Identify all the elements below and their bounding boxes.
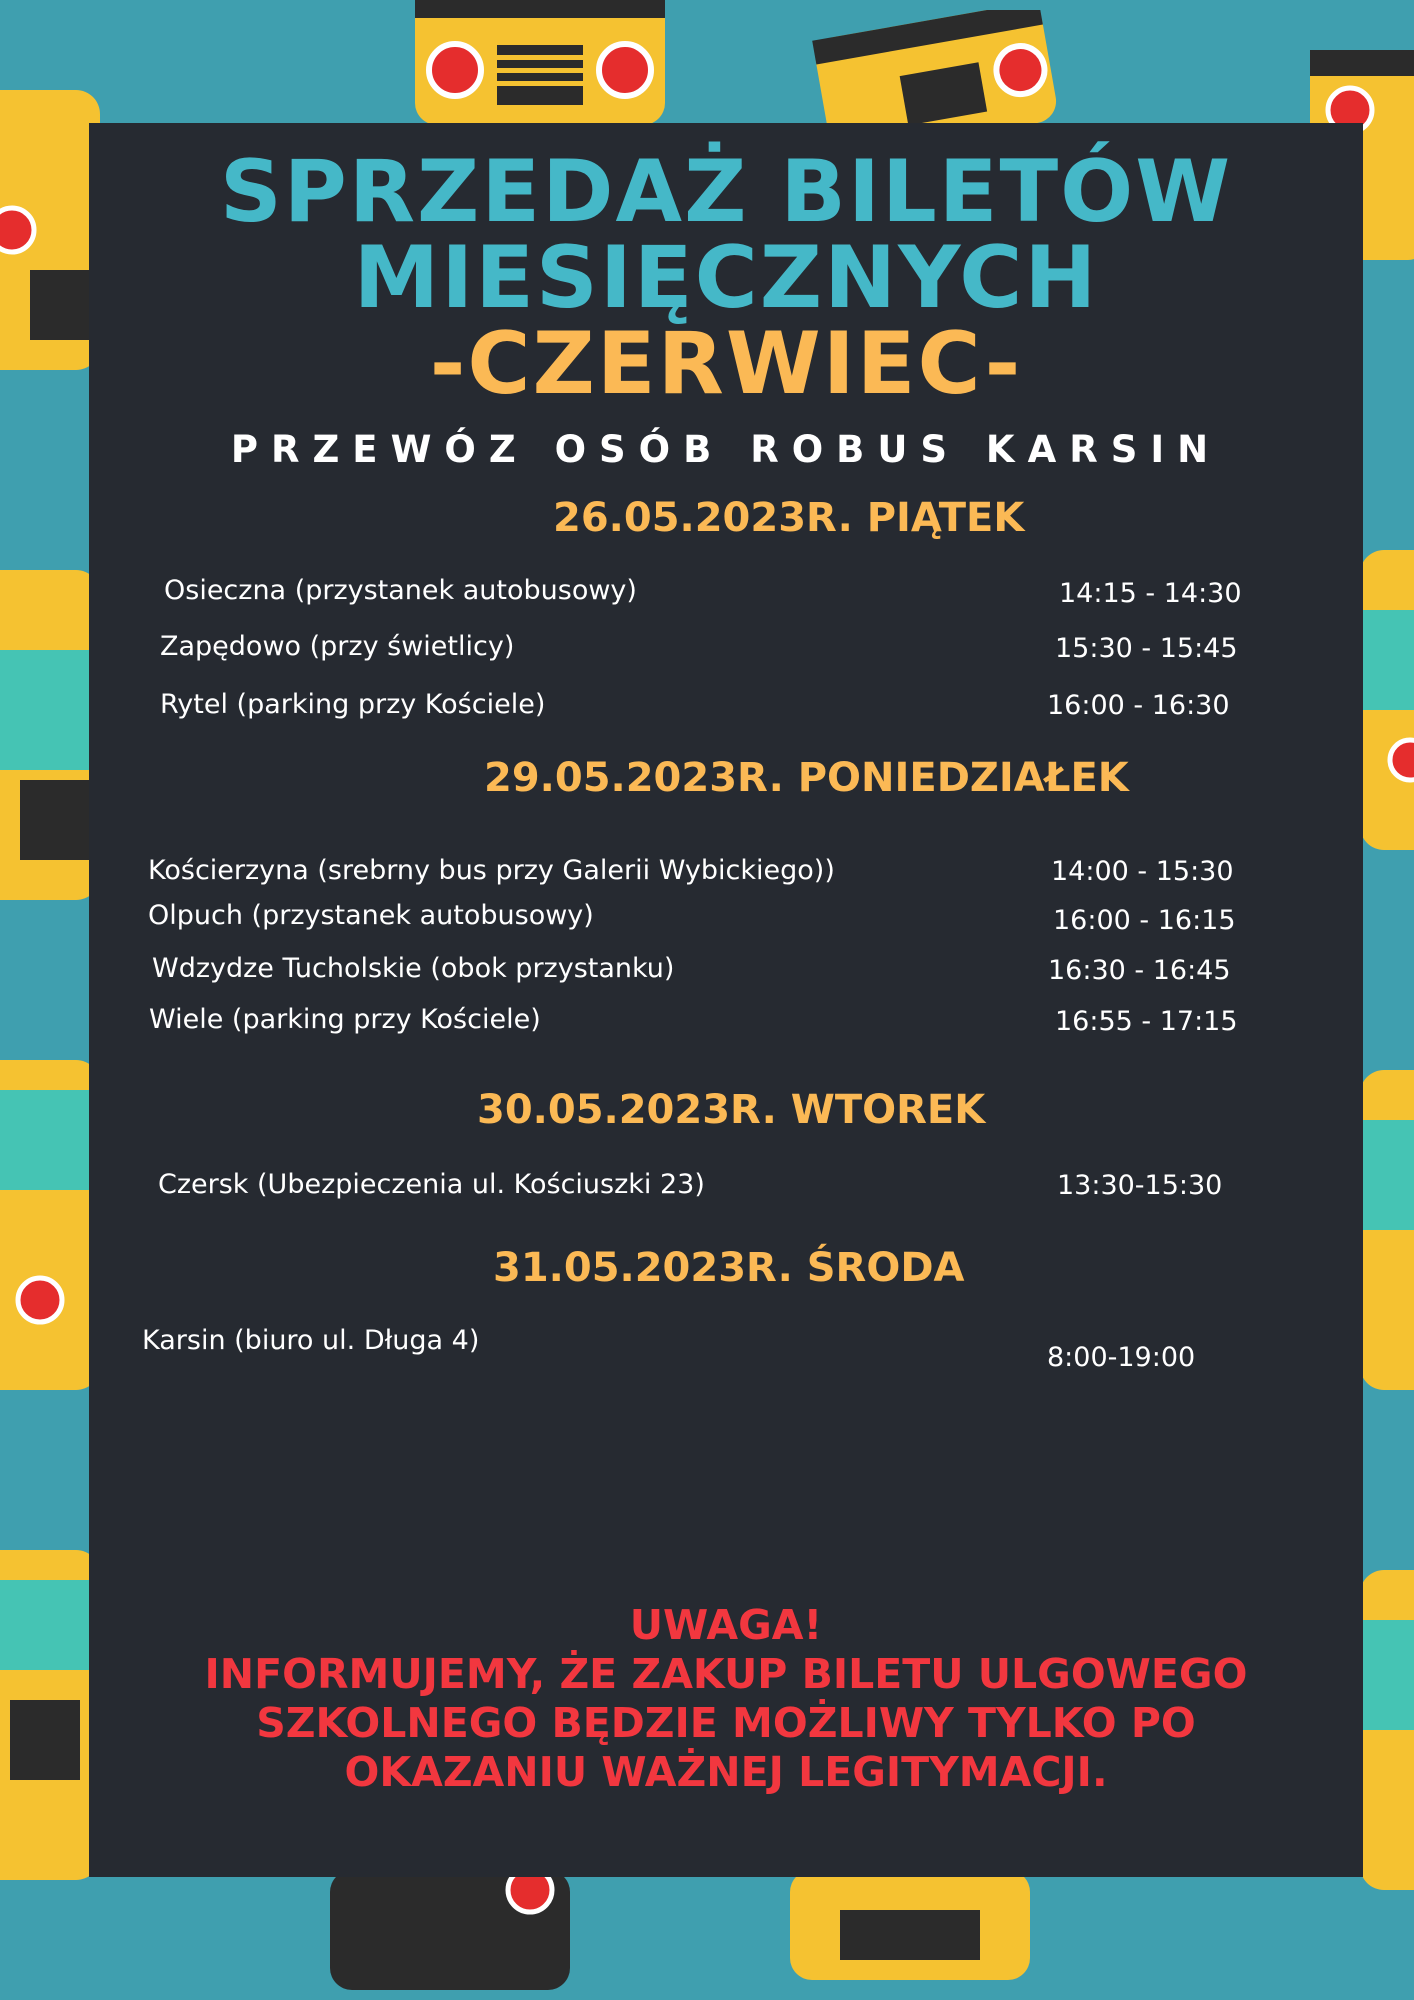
- school-bus-icon: [1360, 540, 1414, 860]
- stop-time: 15:30 - 15:45: [1055, 633, 1238, 664]
- title-line-2: MIESIĘCZNYCH: [353, 228, 1099, 328]
- notice-line: INFORMUJEMY, ŻE ZAKUP BILETU ULGOWEGO: [204, 1650, 1248, 1698]
- notice-line: SZKOLNEGO BĘDZIE MOŻLIWY TYLKO PO: [256, 1699, 1196, 1747]
- day-4-date: 31.05.2023R. ŚRODA: [493, 1245, 965, 1291]
- stop-time: 8:00-19:00: [1047, 1342, 1196, 1373]
- stop-place: Wiele (parking przy Kościele): [149, 1004, 541, 1035]
- school-bus-icon: [320, 1870, 580, 2000]
- stop-place: Rytel (parking przy Kościele): [160, 689, 546, 720]
- school-bus-icon: [0, 80, 100, 380]
- subtitle: PRZEWÓZ OSÓB ROBUS KARSIN: [230, 428, 1222, 471]
- schedule-panel: [89, 123, 1363, 1877]
- stop-time: 13:30-15:30: [1057, 1170, 1223, 1201]
- stop-place: Kościerzyna (srebrny bus przy Galerii Wybickiego)): [148, 855, 835, 886]
- school-bus-icon: [800, 10, 1070, 140]
- school-bus-icon: [0, 1540, 100, 1900]
- school-bus-icon: [0, 1050, 100, 1410]
- stop-place: Osieczna (przystanek autobusowy): [164, 575, 637, 606]
- school-bus-icon: [405, 0, 675, 130]
- stop-place: Olpuch (przystanek autobusowy): [148, 900, 594, 931]
- stop-time: 14:15 - 14:30: [1059, 578, 1242, 609]
- stop-place: Zapędowo (przy świetlicy): [160, 631, 515, 662]
- day-2-date: 29.05.2023R. PONIEDZIAŁEK: [484, 755, 1129, 801]
- school-bus-icon: [0, 560, 100, 920]
- title-line-3: -CZERWIEC-: [429, 314, 1023, 414]
- school-bus-icon: [1360, 1060, 1414, 1400]
- stop-place: Karsin (biuro ul. Długa 4): [142, 1325, 480, 1356]
- school-bus-icon: [1360, 1560, 1414, 1900]
- stop-place: Wdzydze Tucholskie (obok przystanku): [152, 953, 675, 984]
- stop-time: 16:00 - 16:15: [1053, 905, 1236, 936]
- notice-heading: UWAGA!: [629, 1601, 823, 1649]
- stop-time: 16:55 - 17:15: [1055, 1006, 1238, 1037]
- school-bus-icon: [780, 1870, 1040, 2000]
- notice-line: OKAZANIU WAŻNEJ LEGITYMACJI.: [344, 1748, 1108, 1796]
- stop-time: 16:00 - 16:30: [1047, 690, 1230, 721]
- day-1-date: 26.05.2023R. PIĄTEK: [553, 495, 1025, 541]
- stop-time: 14:00 - 15:30: [1051, 856, 1234, 887]
- stop-time: 16:30 - 16:45: [1048, 955, 1231, 986]
- stop-place: Czersk (Ubezpieczenia ul. Kościuszki 23): [158, 1169, 705, 1200]
- day-3-date: 30.05.2023R. WTOREK: [477, 1087, 986, 1133]
- title-line-1: SPRZEDAŻ BILETÓW: [219, 142, 1233, 242]
